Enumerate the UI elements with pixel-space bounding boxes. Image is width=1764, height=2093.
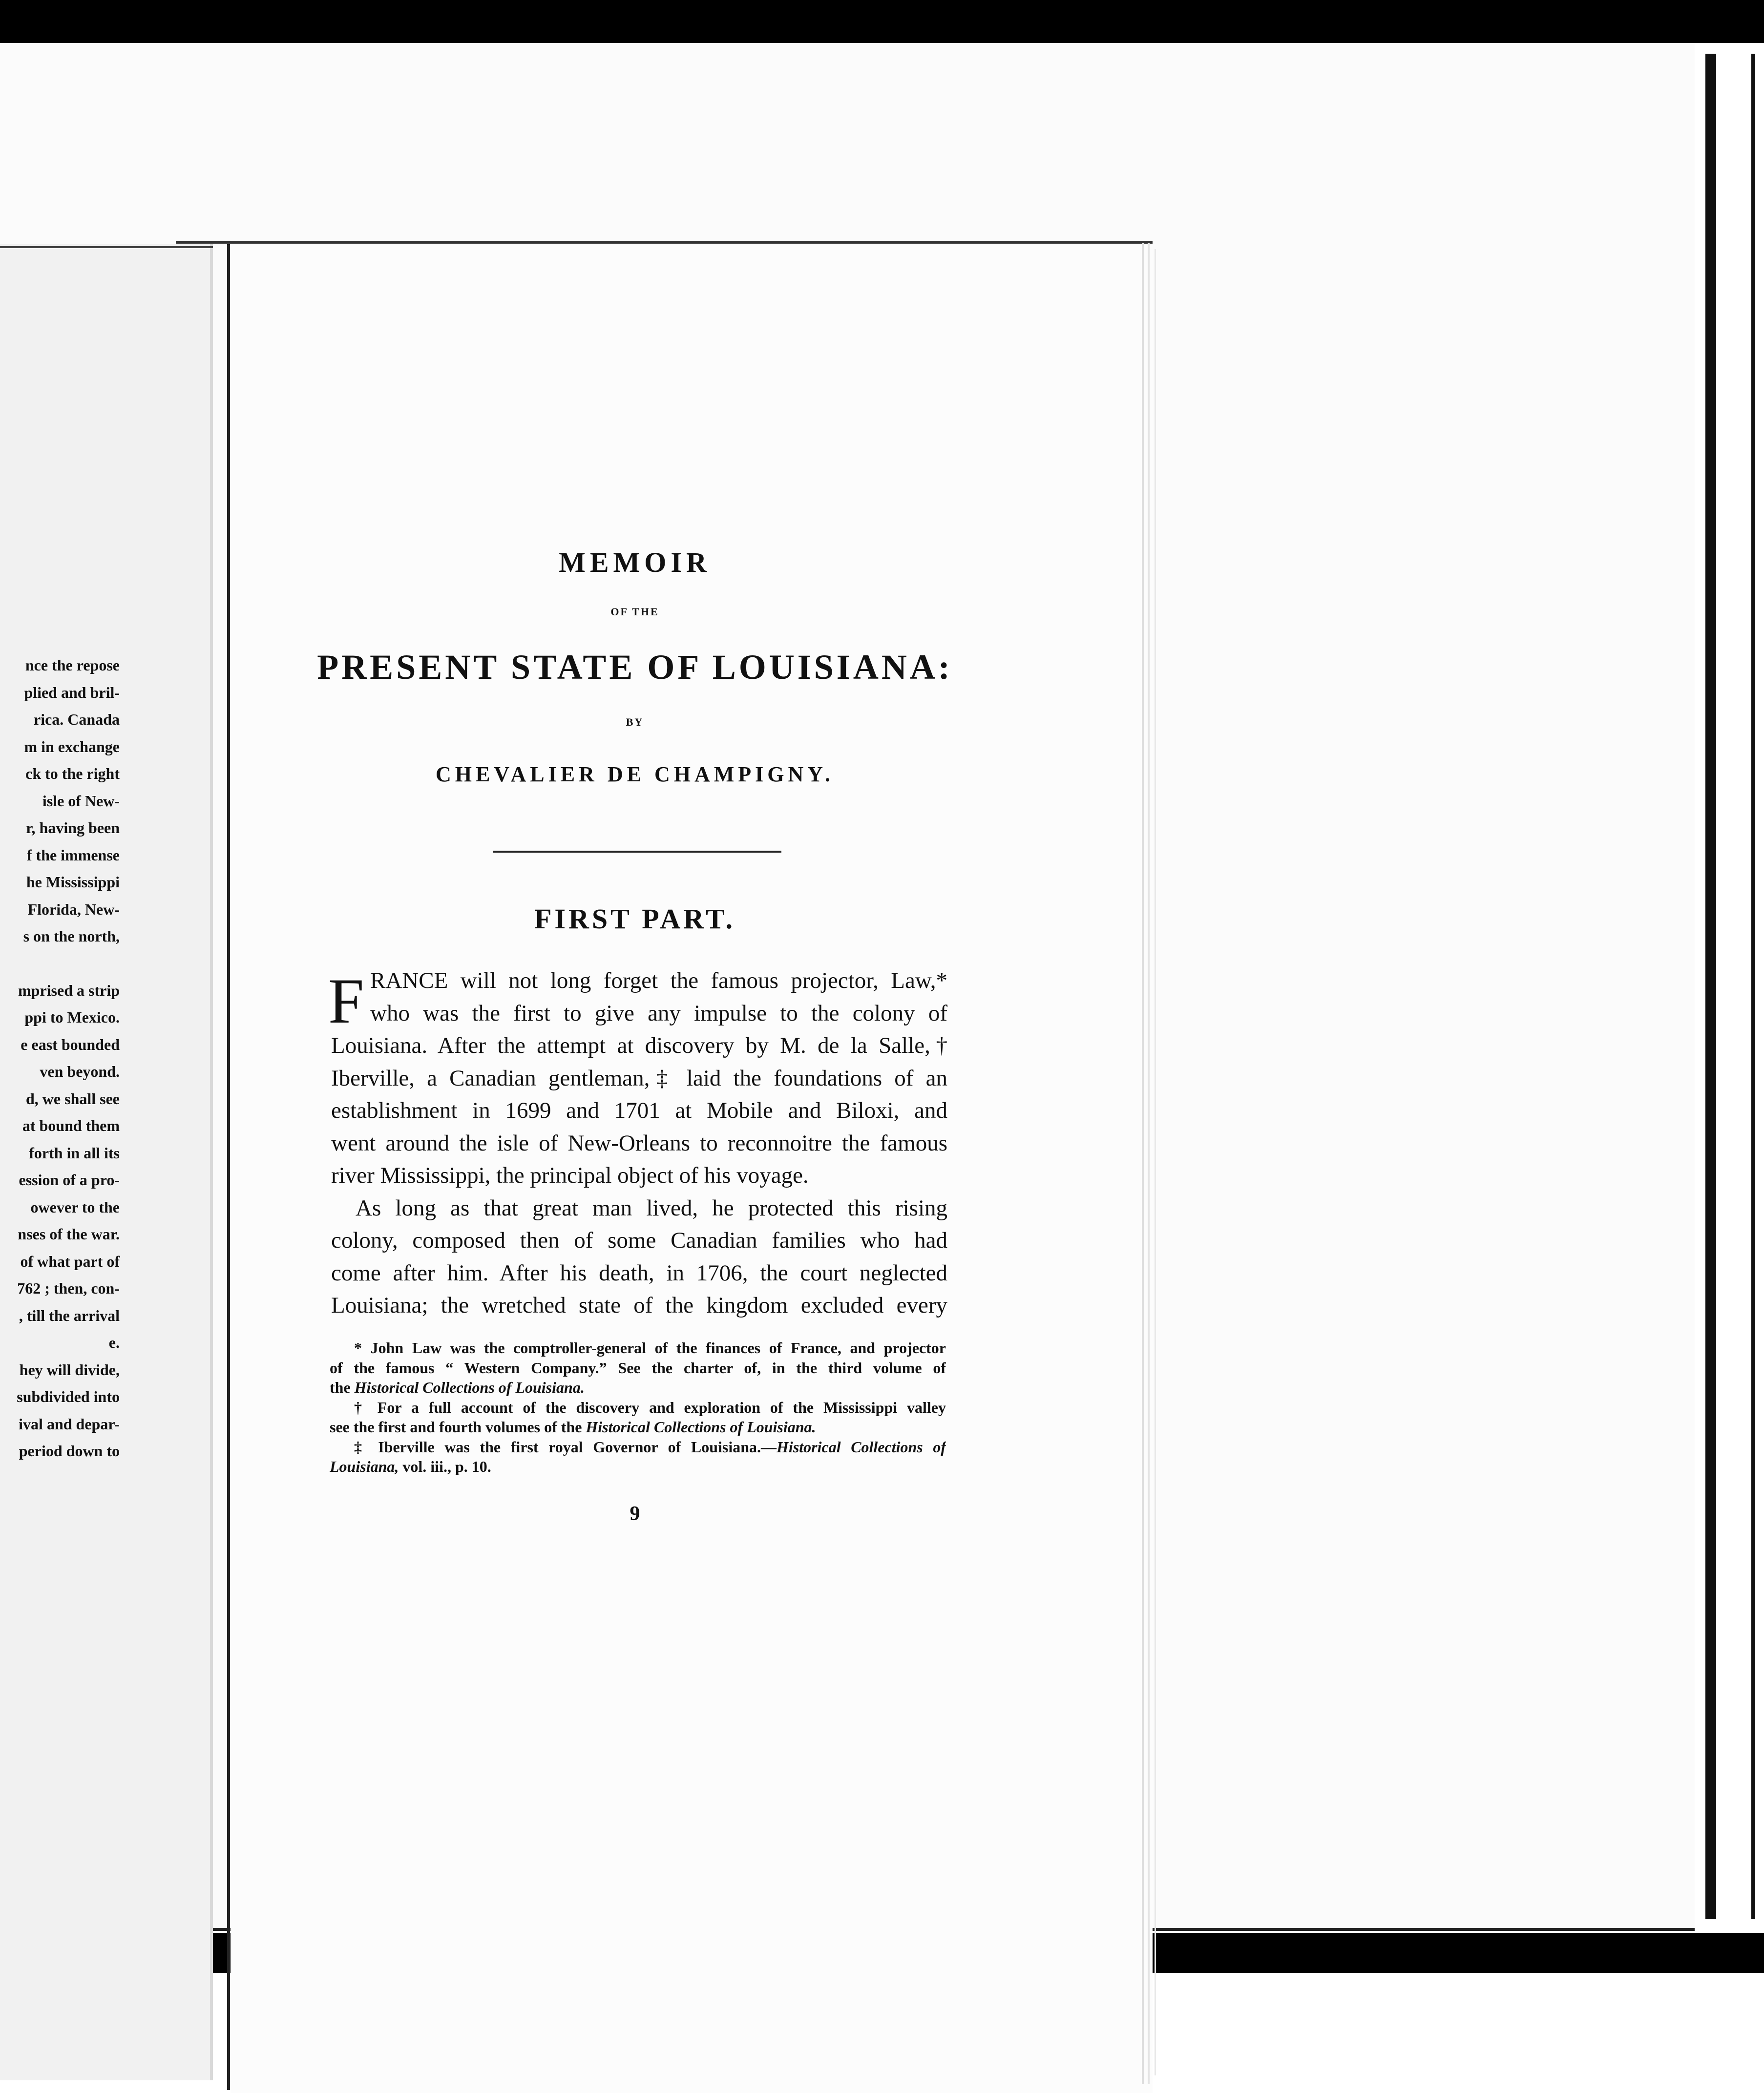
footnotes (330, 1338, 946, 1477)
left-line: s on the north, (23, 927, 120, 945)
body-line: establishment in 1699 and 1701 at Mobile and Biloxi, and (331, 1098, 947, 1123)
left-line: hey will divide, (19, 1360, 120, 1379)
left-line: he Mississippi (26, 873, 120, 891)
body-line: Iberville, a Canadian gentleman,‡ laid the foundations of an (331, 1065, 947, 1091)
body-line: river Mississippi, the principal object of his voyage. (331, 1163, 809, 1188)
footnote-line (330, 1437, 946, 1457)
footnote-text: vol. iii., p. 10. (399, 1458, 491, 1475)
left-line: at bound them (22, 1117, 120, 1134)
left-line: m in exchange (24, 737, 120, 755)
body-line: come after him. After his death, in 1706, the court neglected (331, 1260, 947, 1286)
footnote-citation: Historical Collections of Louisiana. (354, 1379, 585, 1396)
footnote-citation: Louisiana, (330, 1458, 399, 1475)
left-line: period down to (19, 1442, 120, 1460)
left-line: mprised a strip (18, 981, 120, 999)
body-line: As long as that great man lived, he protected this rising (356, 1195, 947, 1221)
left-line: subdivided into (17, 1388, 120, 1405)
title-by: BY (626, 716, 644, 728)
left-line: plied and bril- (24, 683, 120, 701)
left-line: nce the repose (25, 656, 120, 674)
body-line: Louisiana. After the attempt at discovery by M. de la Salle,† (331, 1033, 947, 1058)
right-black-edge-outer (1751, 54, 1755, 1919)
left-line: of what part of (20, 1252, 120, 1270)
left-line: isle of New- (42, 792, 120, 810)
footnote-line (330, 1457, 946, 1477)
body-line: who was the first to give any impulse to the colony of (370, 1000, 947, 1026)
left-line: e. (108, 1334, 120, 1351)
drop-cap: F (328, 965, 364, 1037)
title-of-the: OF THE (610, 606, 659, 618)
left-line: r, having been (26, 819, 120, 837)
left-line: ival and depar- (19, 1415, 120, 1433)
left-line: ck to the right (25, 765, 120, 782)
left-line: f the immense (26, 846, 120, 864)
left-line: Florida, New- (27, 900, 120, 918)
page-edge (1148, 243, 1150, 2084)
left-line: ession of a pro- (19, 1171, 120, 1189)
footnote-citation: Historical Collections of (777, 1438, 946, 1456)
footnote-line: of the famous “ Western Company.” See the charter of, in the third volume of (330, 1359, 946, 1377)
left-line: , till the arrival (19, 1306, 120, 1324)
left-line: 762 ; then, con- (17, 1279, 120, 1297)
left-line: d, we shall see (26, 1089, 120, 1108)
body-line: colony, composed then of some Canadian families who had (331, 1228, 947, 1253)
footnote-text: the (330, 1379, 355, 1396)
left-line: ppi to Mexico. (24, 1008, 120, 1026)
footnote-line: * John Law was the comptroller-general of the finances of France, and projector (354, 1339, 946, 1357)
left-page-edge (210, 244, 213, 2080)
left-page-top-rule (0, 246, 213, 248)
left-line: nses of the war. (18, 1225, 120, 1243)
author-name: CHEVALIER DE CHAMPIGNY. (436, 762, 834, 786)
footnote-line: † For a full account of the discovery and exploration of the Mississippi valley (354, 1398, 946, 1416)
footnote-line (330, 1417, 946, 1437)
top-black-band (0, 0, 1764, 43)
footnote-text: ‡ Iberville was the first royal Governor of Louisiana.— (354, 1438, 777, 1456)
page-top-rule-tail (176, 241, 231, 244)
paragraph-gap (0, 950, 120, 977)
page-number: 9 (630, 1503, 640, 1525)
left-line: rica. Canada (34, 711, 120, 728)
page-edge (1142, 243, 1144, 2084)
left-line: forth in all its (29, 1144, 120, 1162)
gutter-line (227, 244, 230, 2090)
page-title: PRESENT STATE OF LOUISIANA: (317, 648, 953, 687)
title-memoir: MEMOIR (559, 546, 711, 578)
left-line: ven beyond. (40, 1063, 120, 1080)
right-black-edge (1705, 54, 1716, 1919)
part-heading: FIRST PART. (534, 903, 736, 935)
left-line: owever to the (30, 1198, 120, 1216)
body-text (331, 964, 947, 1322)
left-line: e east bounded (21, 1035, 120, 1053)
page-edge (1155, 249, 1156, 2075)
body-line: Louisiana; the wretched state of the kingdom excluded every (331, 1293, 947, 1318)
footnote-citation: Historical Collections of Louisiana. (586, 1418, 816, 1436)
footnote-text: see the first and fourth volumes of the (330, 1418, 586, 1436)
title-rule (493, 851, 781, 853)
body-line: went around the isle of New-Orleans to reconnoitre the famous (331, 1130, 947, 1156)
body-line: RANCE will not long forget the famous projector, Law,* (370, 968, 947, 993)
footnote-line (330, 1378, 946, 1398)
